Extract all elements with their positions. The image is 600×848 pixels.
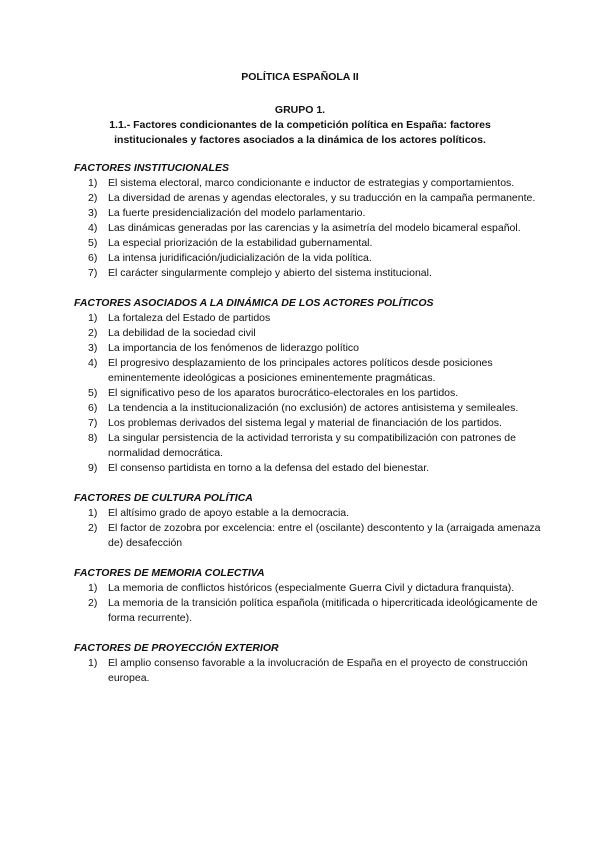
list-item-number: 6) xyxy=(88,402,98,414)
section-heading: FACTORES DE MEMORIA COLECTIVA xyxy=(74,567,265,579)
list-item-number: 3) xyxy=(88,342,98,354)
list-item xyxy=(74,596,544,626)
list-item-text: La memoria de la transición política española (mitificada o hipercriticada ideológicamente de forma recurrente). xyxy=(108,597,538,624)
list-item-text: La intensa juridificación/judicialización de la vida política. xyxy=(108,252,372,264)
list-item-number: 4) xyxy=(88,222,98,234)
section-subtitle: 1.1.- Factores condicionantes de la competición política en España: factores institucionales y factores asociados a la dinámica de los actores políticos. xyxy=(109,119,491,146)
factor-list xyxy=(74,506,544,551)
list-item xyxy=(74,506,544,521)
list-item-text: La memoria de conflictos históricos (especialmente Guerra Civil y dictadura franquista). xyxy=(108,582,515,594)
section xyxy=(74,295,544,476)
section xyxy=(74,565,544,626)
list-item-number: 1) xyxy=(88,507,98,519)
list-item xyxy=(74,356,544,386)
list-item-number: 1) xyxy=(88,657,98,669)
list-item xyxy=(74,221,544,236)
list-item-number: 5) xyxy=(88,237,98,249)
list-item xyxy=(74,266,544,281)
list-item xyxy=(74,251,544,266)
list-item-number: 1) xyxy=(88,582,98,594)
list-item-text: Los problemas derivados del sistema legal y material de financiación de los partidos. xyxy=(108,417,502,429)
section-heading: FACTORES DE CULTURA POLÍTICA xyxy=(74,492,253,504)
list-item-text: La fortaleza del Estado de partidos xyxy=(108,312,271,324)
list-item xyxy=(74,326,544,341)
factor-list xyxy=(74,176,544,281)
list-item-number: 4) xyxy=(88,357,98,369)
list-item-number: 7) xyxy=(88,417,98,429)
list-item-number: 2) xyxy=(88,327,98,339)
list-item-text: La especial priorización de la estabilidad gubernamental. xyxy=(108,237,373,249)
list-item-number: 8) xyxy=(88,432,98,444)
list-item xyxy=(74,236,544,251)
list-item xyxy=(74,341,544,356)
section xyxy=(74,160,544,281)
list-item-text: El altísimo grado de apoyo estable a la democracia. xyxy=(108,507,350,519)
list-item xyxy=(74,581,544,596)
list-item-text: El factor de zozobra por excelencia: entre el (oscilante) descontento y la (arraigada amenaza de) desafección xyxy=(108,522,541,549)
list-item-text: El carácter singularmente complejo y abierto del sistema institucional. xyxy=(108,267,432,279)
list-item-text: El amplio consenso favorable a la involucración de España en el proyecto de construcción europea. xyxy=(108,657,528,684)
list-item xyxy=(74,386,544,401)
list-item xyxy=(74,206,544,221)
section-heading: FACTORES INSTITUCIONALES xyxy=(74,162,229,174)
list-item-text: La importancia de los fenómenos de liderazgo político xyxy=(108,342,359,354)
list-item-text: Las dinámicas generadas por las carencias y la asimetría del modelo bicameral español. xyxy=(108,222,521,234)
list-item-text: El significativo peso de los aparatos burocrático-electorales en los partidos. xyxy=(108,387,459,399)
list-item-number: 1) xyxy=(88,177,98,189)
group-title: GRUPO 1. xyxy=(274,104,326,116)
list-item xyxy=(74,416,544,431)
list-item xyxy=(74,401,544,416)
list-item xyxy=(74,521,544,551)
list-item-number: 3) xyxy=(88,207,98,219)
section-heading: FACTORES ASOCIADOS A LA DINÁMICA DE LOS ACTORES POLÍTICOS xyxy=(74,297,434,309)
section xyxy=(74,490,544,551)
factor-list xyxy=(74,311,544,476)
list-item xyxy=(74,191,544,206)
document-title: POLÍTICA ESPAÑOLA II xyxy=(241,71,359,83)
factor-list xyxy=(74,656,544,686)
list-item-text: El consenso partidista en torno a la defensa del estado del bienestar. xyxy=(108,462,430,474)
list-item-text: La debilidad de la sociedad civil xyxy=(108,327,256,339)
list-item-text: La fuerte presidencialización del modelo parlamentario. xyxy=(108,207,366,219)
list-item xyxy=(74,431,544,461)
list-item-number: 5) xyxy=(88,387,98,399)
list-item-number: 2) xyxy=(88,597,98,609)
list-item xyxy=(74,311,544,326)
section xyxy=(74,640,544,686)
section-heading: FACTORES DE PROYECCIÓN EXTERIOR xyxy=(74,642,279,654)
sections-container xyxy=(74,160,544,700)
list-item-number: 9) xyxy=(88,462,98,474)
list-item-text: La tendencia a la institucionalización (no exclusión) de actores antisistema y semileales. xyxy=(108,402,519,414)
factor-list xyxy=(74,581,544,626)
list-item xyxy=(74,656,544,686)
list-item-number: 2) xyxy=(88,522,98,534)
list-item xyxy=(74,176,544,191)
list-item xyxy=(74,461,544,476)
list-item-text: La diversidad de arenas y agendas electorales, y su traducción en la campaña permanente. xyxy=(108,192,536,204)
list-item-number: 2) xyxy=(88,192,98,204)
list-item-text: La singular persistencia de la actividad terrorista y su compatibilización con patrones de normalidad democrática. xyxy=(108,432,516,459)
list-item-text: El sistema electoral, marco condicionante e inductor de estrategias y comportamientos. xyxy=(108,177,515,189)
list-item-text: El progresivo desplazamiento de los principales actores políticos desde posiciones eminentemente ideológicas a posiciones eminentemente pragmáticas. xyxy=(108,357,493,384)
list-item-number: 6) xyxy=(88,252,98,264)
list-item-number: 1) xyxy=(88,312,98,324)
list-item-number: 7) xyxy=(88,267,98,279)
